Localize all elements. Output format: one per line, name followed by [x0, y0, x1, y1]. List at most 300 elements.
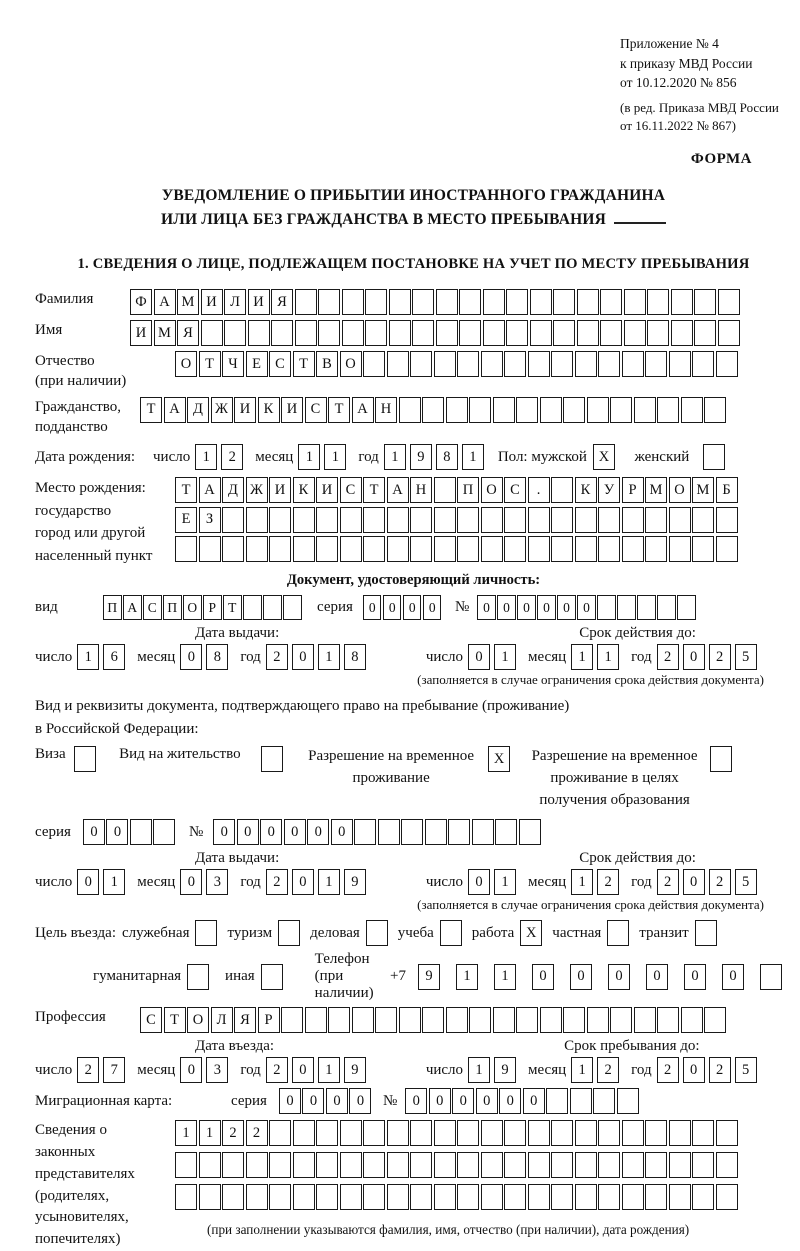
char-cell[interactable] [528, 536, 550, 562]
char-cell[interactable]: 2 [77, 1057, 99, 1083]
char-cell[interactable] [246, 507, 268, 533]
char-cell[interactable]: И [201, 289, 223, 315]
char-cell[interactable]: 0 [477, 595, 496, 620]
char-cell[interactable]: 9 [344, 869, 366, 895]
char-cell[interactable] [295, 320, 317, 346]
char-cell[interactable] [624, 320, 646, 346]
char-cell[interactable] [340, 1152, 362, 1178]
char-cell[interactable] [457, 1120, 479, 1146]
char-cell[interactable] [622, 1184, 644, 1210]
char-cell[interactable] [389, 289, 411, 315]
char-cell[interactable] [622, 507, 644, 533]
char-cell[interactable]: И [248, 289, 270, 315]
char-cell[interactable] [459, 289, 481, 315]
char-cell[interactable] [598, 1120, 620, 1146]
char-cell[interactable] [681, 1007, 703, 1033]
char-cell[interactable] [634, 1007, 656, 1033]
char-cell[interactable] [669, 351, 691, 377]
purpose-private-checkbox[interactable] [607, 920, 629, 946]
char-cell[interactable]: 0 [683, 644, 705, 670]
char-cell[interactable] [528, 1120, 550, 1146]
char-cell[interactable] [694, 320, 716, 346]
char-cell[interactable]: 1 [571, 1057, 593, 1083]
char-cell[interactable]: 0 [292, 644, 314, 670]
char-cell[interactable]: 2 [709, 644, 731, 670]
char-cell[interactable]: 0 [683, 1057, 705, 1083]
char-cell[interactable]: 1 [468, 1057, 490, 1083]
char-cell[interactable] [410, 507, 432, 533]
char-cell[interactable] [387, 351, 409, 377]
purpose-humanitarian-checkbox[interactable] [187, 964, 209, 990]
char-cell[interactable]: Д [222, 477, 244, 503]
char-cell[interactable]: 0 [180, 869, 202, 895]
char-cell[interactable] [692, 507, 714, 533]
char-cell[interactable]: Я [177, 320, 199, 346]
char-cell[interactable]: 0 [608, 964, 630, 990]
char-cell[interactable] [387, 1184, 409, 1210]
char-cell[interactable] [760, 964, 782, 990]
char-cell[interactable] [481, 1152, 503, 1178]
char-cell[interactable] [481, 1184, 503, 1210]
char-cell[interactable] [587, 1007, 609, 1033]
char-cell[interactable]: М [177, 289, 199, 315]
char-cell[interactable]: 0 [213, 819, 235, 845]
char-cell[interactable]: Л [211, 1007, 233, 1033]
char-cell[interactable] [175, 1152, 197, 1178]
char-cell[interactable] [222, 1184, 244, 1210]
char-cell[interactable]: 9 [494, 1057, 516, 1083]
char-cell[interactable] [316, 1120, 338, 1146]
char-cell[interactable] [506, 320, 528, 346]
char-cell[interactable] [692, 1184, 714, 1210]
char-cell[interactable] [175, 1184, 197, 1210]
char-cell[interactable] [269, 1152, 291, 1178]
char-cell[interactable]: П [103, 595, 122, 620]
char-cell[interactable] [528, 1152, 550, 1178]
char-cell[interactable]: 1 [175, 1120, 197, 1146]
char-cell[interactable]: И [269, 477, 291, 503]
char-cell[interactable]: Р [622, 477, 644, 503]
char-cell[interactable] [593, 1088, 615, 1114]
char-cell[interactable]: 2 [657, 644, 679, 670]
char-cell[interactable]: 0 [383, 595, 402, 620]
char-cell[interactable]: Ж [246, 477, 268, 503]
char-cell[interactable] [634, 397, 656, 423]
char-cell[interactable] [175, 536, 197, 562]
char-cell[interactable]: 0 [683, 869, 705, 895]
char-cell[interactable] [553, 289, 575, 315]
char-cell[interactable] [246, 536, 268, 562]
char-cell[interactable]: 0 [279, 1088, 301, 1114]
char-cell[interactable]: 0 [429, 1088, 451, 1114]
char-cell[interactable] [434, 351, 456, 377]
char-cell[interactable]: К [575, 477, 597, 503]
char-cell[interactable]: А [123, 595, 142, 620]
char-cell[interactable] [637, 595, 656, 620]
char-cell[interactable] [504, 1152, 526, 1178]
char-cell[interactable] [551, 1120, 573, 1146]
char-cell[interactable]: С [504, 477, 526, 503]
char-cell[interactable]: 1 [494, 869, 516, 895]
char-cell[interactable] [551, 536, 573, 562]
char-cell[interactable]: 3 [206, 869, 228, 895]
char-cell[interactable]: 2 [709, 869, 731, 895]
char-cell[interactable] [293, 1184, 315, 1210]
char-cell[interactable]: В [316, 351, 338, 377]
char-cell[interactable] [587, 397, 609, 423]
char-cell[interactable]: С [305, 397, 327, 423]
char-cell[interactable]: Н [410, 477, 432, 503]
char-cell[interactable] [657, 1007, 679, 1033]
char-cell[interactable] [422, 1007, 444, 1033]
char-cell[interactable] [575, 1120, 597, 1146]
char-cell[interactable] [671, 320, 693, 346]
char-cell[interactable]: Т [140, 397, 162, 423]
char-cell[interactable]: 2 [266, 644, 288, 670]
char-cell[interactable] [540, 397, 562, 423]
char-cell[interactable] [677, 595, 696, 620]
char-cell[interactable] [519, 819, 541, 845]
char-cell[interactable] [692, 1120, 714, 1146]
char-cell[interactable] [551, 1152, 573, 1178]
char-cell[interactable] [446, 1007, 468, 1033]
char-cell[interactable]: 0 [77, 869, 99, 895]
char-cell[interactable] [352, 1007, 374, 1033]
char-cell[interactable]: 1 [456, 964, 478, 990]
residence-permit-checkbox[interactable] [261, 746, 283, 772]
char-cell[interactable]: 0 [570, 964, 592, 990]
char-cell[interactable]: 0 [523, 1088, 545, 1114]
char-cell[interactable] [506, 289, 528, 315]
char-cell[interactable]: 0 [557, 595, 576, 620]
char-cell[interactable]: Т [363, 477, 385, 503]
char-cell[interactable] [577, 320, 599, 346]
char-cell[interactable]: 1 [199, 1120, 221, 1146]
char-cell[interactable] [399, 1007, 421, 1033]
char-cell[interactable]: 0 [577, 595, 596, 620]
char-cell[interactable] [375, 1007, 397, 1033]
char-cell[interactable]: Т [223, 595, 242, 620]
char-cell[interactable] [387, 1120, 409, 1146]
char-cell[interactable] [694, 289, 716, 315]
char-cell[interactable] [645, 1120, 667, 1146]
char-cell[interactable] [222, 1152, 244, 1178]
char-cell[interactable]: 8 [436, 444, 458, 470]
char-cell[interactable]: 8 [206, 644, 228, 670]
char-cell[interactable] [269, 536, 291, 562]
char-cell[interactable]: 0 [532, 964, 554, 990]
char-cell[interactable]: 0 [292, 1057, 314, 1083]
char-cell[interactable] [387, 536, 409, 562]
char-cell[interactable]: 1 [195, 444, 217, 470]
char-cell[interactable] [681, 397, 703, 423]
char-cell[interactable] [365, 289, 387, 315]
char-cell[interactable]: 2 [222, 1120, 244, 1146]
char-cell[interactable]: Т [328, 397, 350, 423]
char-cell[interactable]: Д [187, 397, 209, 423]
char-cell[interactable] [271, 320, 293, 346]
char-cell[interactable] [293, 1120, 315, 1146]
char-cell[interactable]: Р [203, 595, 222, 620]
purpose-tourism-checkbox[interactable] [278, 920, 300, 946]
char-cell[interactable]: 0 [405, 1088, 427, 1114]
char-cell[interactable] [575, 351, 597, 377]
char-cell[interactable]: К [293, 477, 315, 503]
char-cell[interactable]: К [258, 397, 280, 423]
char-cell[interactable]: Ф [130, 289, 152, 315]
char-cell[interactable] [199, 1184, 221, 1210]
char-cell[interactable] [469, 397, 491, 423]
char-cell[interactable]: 0 [307, 819, 329, 845]
temp-residence-edu-checkbox[interactable] [710, 746, 732, 772]
char-cell[interactable]: А [164, 397, 186, 423]
char-cell[interactable]: Б [716, 477, 738, 503]
char-cell[interactable] [316, 536, 338, 562]
char-cell[interactable] [718, 289, 740, 315]
char-cell[interactable]: 0 [292, 869, 314, 895]
char-cell[interactable] [269, 1120, 291, 1146]
char-cell[interactable] [269, 507, 291, 533]
char-cell[interactable]: Я [234, 1007, 256, 1033]
char-cell[interactable]: П [163, 595, 182, 620]
char-cell[interactable] [540, 1007, 562, 1033]
char-cell[interactable] [692, 536, 714, 562]
char-cell[interactable] [222, 507, 244, 533]
char-cell[interactable]: 8 [344, 644, 366, 670]
char-cell[interactable]: 0 [349, 1088, 371, 1114]
char-cell[interactable] [575, 536, 597, 562]
char-cell[interactable] [657, 397, 679, 423]
char-cell[interactable] [457, 1152, 479, 1178]
char-cell[interactable]: 2 [709, 1057, 731, 1083]
char-cell[interactable]: 9 [344, 1057, 366, 1083]
char-cell[interactable]: С [140, 1007, 162, 1033]
char-cell[interactable]: А [199, 477, 221, 503]
char-cell[interactable] [340, 1120, 362, 1146]
char-cell[interactable]: А [352, 397, 374, 423]
char-cell[interactable]: 2 [221, 444, 243, 470]
char-cell[interactable] [600, 289, 622, 315]
char-cell[interactable] [459, 320, 481, 346]
char-cell[interactable]: Т [175, 477, 197, 503]
char-cell[interactable]: 5 [735, 1057, 757, 1083]
char-cell[interactable]: 2 [246, 1120, 268, 1146]
char-cell[interactable] [410, 1184, 432, 1210]
char-cell[interactable] [669, 536, 691, 562]
char-cell[interactable]: . [528, 477, 550, 503]
char-cell[interactable] [263, 595, 282, 620]
char-cell[interactable] [387, 1152, 409, 1178]
char-cell[interactable]: М [692, 477, 714, 503]
char-cell[interactable] [551, 1184, 573, 1210]
char-cell[interactable] [316, 507, 338, 533]
char-cell[interactable]: С [340, 477, 362, 503]
char-cell[interactable]: 0 [180, 644, 202, 670]
char-cell[interactable] [575, 1184, 597, 1210]
char-cell[interactable] [243, 595, 262, 620]
char-cell[interactable] [716, 507, 738, 533]
char-cell[interactable] [504, 536, 526, 562]
char-cell[interactable]: 0 [497, 595, 516, 620]
char-cell[interactable]: 1 [494, 644, 516, 670]
char-cell[interactable]: 0 [106, 819, 128, 845]
purpose-transit-checkbox[interactable] [695, 920, 717, 946]
char-cell[interactable]: О [481, 477, 503, 503]
char-cell[interactable]: 1 [77, 644, 99, 670]
char-cell[interactable] [622, 351, 644, 377]
char-cell[interactable] [598, 351, 620, 377]
char-cell[interactable] [153, 819, 175, 845]
char-cell[interactable]: О [183, 595, 202, 620]
char-cell[interactable]: 2 [597, 1057, 619, 1083]
char-cell[interactable] [551, 477, 573, 503]
char-cell[interactable]: 1 [384, 444, 406, 470]
char-cell[interactable] [671, 289, 693, 315]
char-cell[interactable] [598, 536, 620, 562]
char-cell[interactable] [645, 507, 667, 533]
char-cell[interactable]: 0 [363, 595, 382, 620]
char-cell[interactable] [316, 1152, 338, 1178]
char-cell[interactable] [434, 477, 456, 503]
char-cell[interactable] [622, 536, 644, 562]
char-cell[interactable]: 1 [494, 964, 516, 990]
char-cell[interactable]: 5 [735, 644, 757, 670]
char-cell[interactable]: 0 [468, 644, 490, 670]
purpose-work-checkbox[interactable]: X [520, 920, 542, 946]
char-cell[interactable]: 3 [206, 1057, 228, 1083]
char-cell[interactable] [354, 819, 376, 845]
char-cell[interactable] [434, 507, 456, 533]
purpose-business-checkbox[interactable] [366, 920, 388, 946]
char-cell[interactable] [645, 1152, 667, 1178]
char-cell[interactable]: 0 [403, 595, 422, 620]
char-cell[interactable] [457, 351, 479, 377]
char-cell[interactable] [504, 1120, 526, 1146]
char-cell[interactable] [716, 1184, 738, 1210]
char-cell[interactable] [434, 1184, 456, 1210]
char-cell[interactable] [199, 536, 221, 562]
char-cell[interactable] [269, 1184, 291, 1210]
char-cell[interactable]: Л [224, 289, 246, 315]
char-cell[interactable] [704, 397, 726, 423]
char-cell[interactable] [246, 1184, 268, 1210]
char-cell[interactable]: О [175, 351, 197, 377]
char-cell[interactable]: Н [375, 397, 397, 423]
char-cell[interactable] [305, 1007, 327, 1033]
char-cell[interactable] [669, 1152, 691, 1178]
char-cell[interactable]: 6 [103, 644, 125, 670]
char-cell[interactable] [436, 289, 458, 315]
char-cell[interactable] [293, 1152, 315, 1178]
char-cell[interactable]: О [340, 351, 362, 377]
char-cell[interactable]: 1 [597, 644, 619, 670]
char-cell[interactable]: Е [175, 507, 197, 533]
char-cell[interactable] [692, 1152, 714, 1178]
char-cell[interactable] [483, 289, 505, 315]
char-cell[interactable] [295, 289, 317, 315]
char-cell[interactable] [446, 397, 468, 423]
char-cell[interactable] [598, 1184, 620, 1210]
char-cell[interactable]: 0 [684, 964, 706, 990]
char-cell[interactable]: 1 [571, 644, 593, 670]
char-cell[interactable] [563, 397, 585, 423]
char-cell[interactable]: 2 [266, 1057, 288, 1083]
char-cell[interactable] [363, 507, 385, 533]
char-cell[interactable]: 1 [318, 1057, 340, 1083]
char-cell[interactable] [342, 289, 364, 315]
char-cell[interactable] [401, 819, 423, 845]
char-cell[interactable] [481, 536, 503, 562]
char-cell[interactable]: Е [246, 351, 268, 377]
char-cell[interactable] [281, 1007, 303, 1033]
char-cell[interactable] [222, 536, 244, 562]
char-cell[interactable] [610, 397, 632, 423]
char-cell[interactable]: 5 [735, 869, 757, 895]
char-cell[interactable]: М [645, 477, 667, 503]
char-cell[interactable] [436, 320, 458, 346]
char-cell[interactable] [378, 819, 400, 845]
visa-checkbox[interactable] [74, 746, 96, 772]
char-cell[interactable] [645, 536, 667, 562]
char-cell[interactable] [493, 1007, 515, 1033]
male-checkbox[interactable]: X [593, 444, 615, 470]
purpose-official-checkbox[interactable] [195, 920, 217, 946]
char-cell[interactable] [528, 507, 550, 533]
char-cell[interactable] [600, 320, 622, 346]
char-cell[interactable]: Т [199, 351, 221, 377]
char-cell[interactable] [610, 1007, 632, 1033]
char-cell[interactable] [504, 351, 526, 377]
char-cell[interactable] [716, 351, 738, 377]
char-cell[interactable] [504, 507, 526, 533]
char-cell[interactable]: 0 [468, 869, 490, 895]
char-cell[interactable] [598, 1152, 620, 1178]
char-cell[interactable]: 1 [318, 869, 340, 895]
char-cell[interactable] [410, 351, 432, 377]
char-cell[interactable]: 1 [571, 869, 593, 895]
char-cell[interactable] [483, 320, 505, 346]
char-cell[interactable]: Ж [211, 397, 233, 423]
char-cell[interactable] [481, 351, 503, 377]
char-cell[interactable]: 0 [423, 595, 442, 620]
char-cell[interactable]: О [187, 1007, 209, 1033]
char-cell[interactable] [575, 507, 597, 533]
char-cell[interactable] [363, 536, 385, 562]
char-cell[interactable] [328, 1007, 350, 1033]
char-cell[interactable]: О [669, 477, 691, 503]
char-cell[interactable]: У [598, 477, 620, 503]
char-cell[interactable]: 9 [418, 964, 440, 990]
char-cell[interactable] [224, 320, 246, 346]
char-cell[interactable] [516, 397, 538, 423]
char-cell[interactable] [318, 289, 340, 315]
char-cell[interactable] [130, 819, 152, 845]
char-cell[interactable]: Ч [222, 351, 244, 377]
char-cell[interactable] [528, 351, 550, 377]
char-cell[interactable]: 0 [237, 819, 259, 845]
char-cell[interactable] [716, 536, 738, 562]
char-cell[interactable] [199, 1152, 221, 1178]
char-cell[interactable] [410, 1120, 432, 1146]
char-cell[interactable] [469, 1007, 491, 1033]
char-cell[interactable] [248, 320, 270, 346]
char-cell[interactable] [622, 1120, 644, 1146]
char-cell[interactable] [617, 595, 636, 620]
char-cell[interactable] [318, 320, 340, 346]
char-cell[interactable]: А [387, 477, 409, 503]
char-cell[interactable] [669, 1184, 691, 1210]
char-cell[interactable] [448, 819, 470, 845]
